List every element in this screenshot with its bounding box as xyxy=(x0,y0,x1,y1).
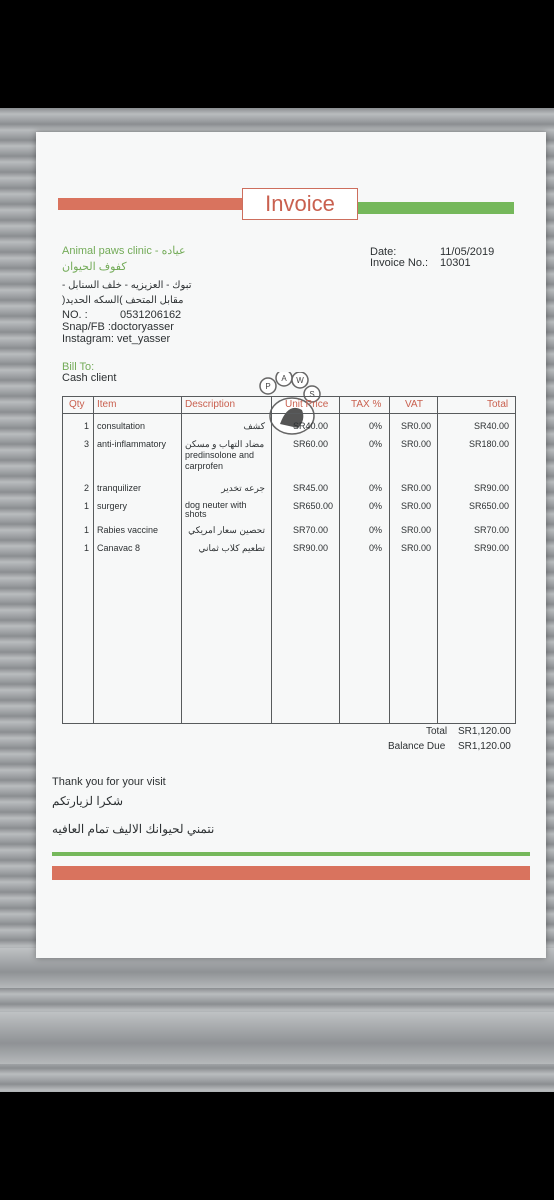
snap-fb: Snap/FB :doctoryasser xyxy=(62,321,174,333)
header-green-bar xyxy=(356,202,514,214)
bill-to-label: Bill To: xyxy=(62,361,95,373)
row-vat: SR0.00 xyxy=(401,525,432,535)
bill-to-value: Cash client xyxy=(62,372,117,384)
column-divider xyxy=(389,397,390,723)
instagram: Instagram: vet_yasser xyxy=(62,333,171,345)
svg-text:A: A xyxy=(281,374,287,383)
wish-ar: نتمني لحيوانك الاليف تمام العافيه xyxy=(52,822,215,836)
row-item: anti-inflammatory xyxy=(97,439,167,449)
row-qty: 1 xyxy=(83,421,89,431)
header-qty: Qty xyxy=(69,399,85,410)
address-line-2: مقابل المتحف )السكه الحديد( xyxy=(62,295,184,306)
row-item: consultation xyxy=(97,421,146,431)
row-qty: 2 xyxy=(83,483,89,493)
header-description: Description xyxy=(185,399,236,410)
thank-you-en: Thank you for your visit xyxy=(52,776,166,788)
phone-label: NO. : xyxy=(62,309,88,321)
date-value: 11/05/2019 xyxy=(440,246,495,258)
row-description: كشف xyxy=(243,421,265,431)
line-items-table xyxy=(62,396,516,724)
date-label: Date: xyxy=(370,246,397,258)
row-description: تحصين سعار امريكي xyxy=(188,525,265,535)
row-unit-price: SR45.00 xyxy=(293,483,329,493)
row-item: surgery xyxy=(97,501,128,511)
row-item: tranquilizer xyxy=(97,483,142,493)
row-tax: 0% xyxy=(369,421,383,431)
row-tax: 0% xyxy=(369,501,383,511)
clinic-name-ar: كفوف الحيوان xyxy=(62,261,127,273)
clinic-name-en: Animal paws clinic - عياده xyxy=(62,245,186,257)
row-item: Rabies vaccine xyxy=(97,525,159,535)
balance-due-label: Balance Due xyxy=(388,741,446,752)
header-unit-price: Unit Price xyxy=(285,399,329,410)
row-unit-price: SR60.00 xyxy=(293,439,329,449)
row-vat: SR0.00 xyxy=(401,501,432,511)
row-vat: SR0.00 xyxy=(401,483,432,493)
row-total: SR650.00 xyxy=(468,501,509,511)
row-total: SR90.00 xyxy=(473,543,509,553)
svg-text:S: S xyxy=(309,390,315,399)
invoice-title: Invoice xyxy=(242,188,358,220)
row-vat: SR0.00 xyxy=(401,439,432,449)
header-red-bar xyxy=(58,198,242,210)
row-unit-price: SR40.00 xyxy=(293,421,329,431)
invoice-no-label: Invoice No.: xyxy=(370,257,429,269)
footer-green-bar xyxy=(52,852,530,856)
header-item: Item xyxy=(97,399,117,410)
column-divider xyxy=(437,397,438,723)
balance-due-value: SR1,120.00 xyxy=(458,741,511,752)
row-total: SR90.00 xyxy=(473,483,509,493)
row-tax: 0% xyxy=(369,525,383,535)
row-tax: 0% xyxy=(369,483,383,493)
row-vat: SR0.00 xyxy=(401,543,432,553)
row-qty: 1 xyxy=(83,543,89,553)
row-description: مضاد التهاب و مسكن predinsolone and carprofen xyxy=(185,439,265,471)
row-qty: 1 xyxy=(83,501,89,511)
row-unit-price: SR70.00 xyxy=(293,525,329,535)
invoice-no-value: 10301 xyxy=(440,257,471,269)
row-unit-price: SR650.00 xyxy=(293,501,334,511)
column-divider xyxy=(93,397,94,723)
row-total: SR40.00 xyxy=(473,421,509,431)
header-tax: TAX % xyxy=(351,399,382,410)
row-item: Canavac 8 xyxy=(97,543,141,553)
row-description: تطعيم كلاب ثماني xyxy=(198,543,265,553)
metal-shelf xyxy=(0,1012,554,1064)
total-label: Total xyxy=(426,726,448,737)
column-divider xyxy=(339,397,340,723)
total-value: SR1,120.00 xyxy=(458,726,511,737)
row-total: SR70.00 xyxy=(473,525,509,535)
invoice-paper xyxy=(36,132,546,958)
header-divider xyxy=(63,413,515,414)
row-description: جرعه تخدير xyxy=(221,483,265,493)
address-line-1: تبوك - العزيزيه - خلف السنابل - xyxy=(62,280,192,291)
row-qty: 3 xyxy=(83,439,89,449)
row-tax: 0% xyxy=(369,543,383,553)
column-divider xyxy=(181,397,182,723)
header-total: Total xyxy=(487,399,509,410)
column-divider xyxy=(271,397,272,723)
row-total: SR180.00 xyxy=(468,439,509,449)
phone-number: 0531206162 xyxy=(120,309,182,321)
row-vat: SR0.00 xyxy=(401,421,432,431)
thank-you-ar: شكرا لزيارتكم xyxy=(52,794,123,808)
header-vat: VAT xyxy=(405,399,423,410)
row-description: dog neuter with shots xyxy=(185,500,247,519)
row-unit-price: SR90.00 xyxy=(293,543,329,553)
svg-text:W: W xyxy=(296,376,304,385)
row-tax: 0% xyxy=(369,439,383,449)
svg-text:P: P xyxy=(265,382,271,391)
row-qty: 1 xyxy=(83,525,89,535)
footer-red-bar xyxy=(52,866,530,880)
